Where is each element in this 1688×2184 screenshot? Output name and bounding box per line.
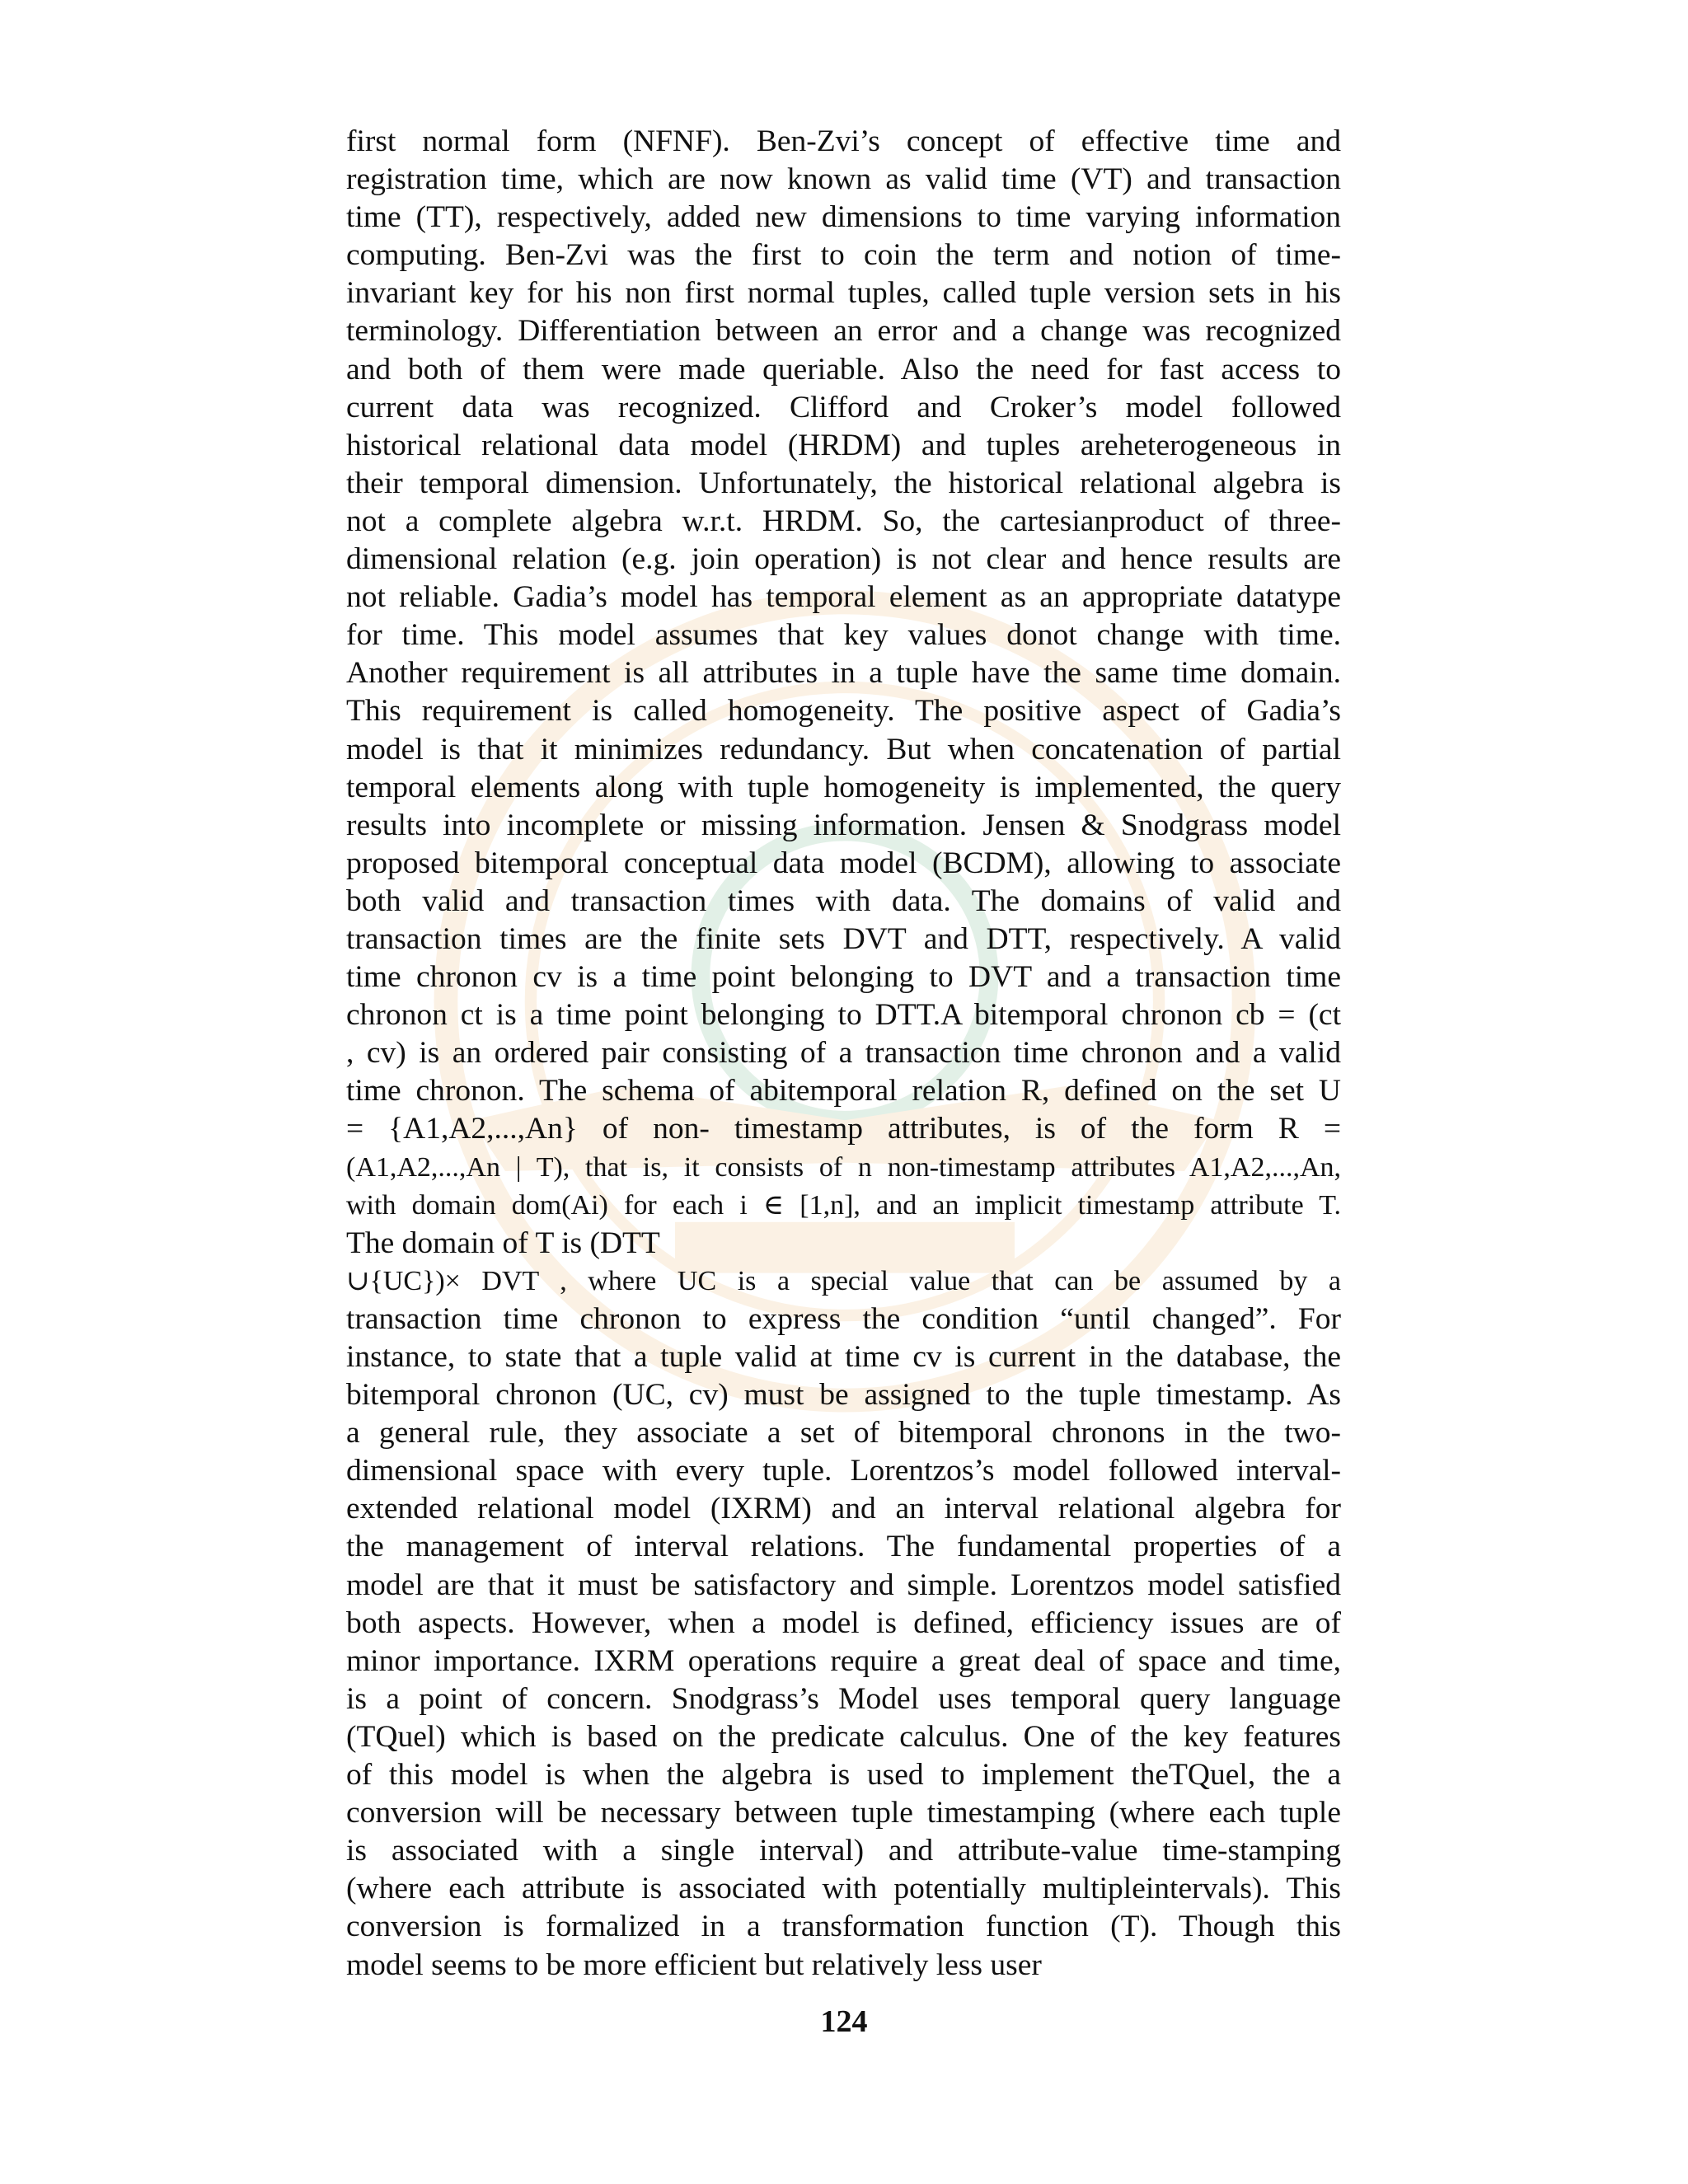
- text-line: extended relational model (IXRM) and an interval relational algebra for: [346, 1492, 1341, 1526]
- text-line: instance, to state that a tuple valid at time cv is current in the database, the: [346, 1340, 1341, 1374]
- text-line: dimensional relation (e.g. join operation) is not clear and hence results are: [346, 542, 1341, 577]
- text-line: bitemporal chronon (UC, cv) must be assigned to the tuple timestamp. As: [346, 1378, 1341, 1413]
- text-line: a general rule, they associate a set of bitemporal chronons in the two-: [346, 1416, 1341, 1451]
- text-line: chronon ct is a time point belonging to DTT.A bitemporal chronon cb = (ct: [346, 998, 1341, 1033]
- text-line: proposed bitemporal conceptual data model (BCDM), allowing to associate: [346, 846, 1341, 880]
- text-line: first normal form (NFNF). Ben-Zvi’s concept of effective time and: [346, 124, 1341, 158]
- text-line: current data was recognized. Clifford and Croker’s model followed: [346, 390, 1341, 424]
- text-line: invariant key for his non first normal tuples, called tuple version sets in his: [346, 276, 1341, 311]
- text-line: The domain of T is (DTT: [346, 1226, 660, 1260]
- text-line: dimensional space with every tuple. Lorentzos’s model followed interval-: [346, 1454, 1341, 1488]
- text-line: time (TT), respectively, added new dimensions to time varying information: [346, 200, 1341, 235]
- page-number: 124: [820, 2004, 868, 2039]
- text-line: terminology. Differentiation between an error and a change was recognized: [346, 314, 1341, 349]
- text-line: , cv) is an ordered pair consisting of a transaction time chronon and a valid: [346, 1036, 1341, 1071]
- text-line: (A1,A2,...,An | T), that is, it consists of n non-timestamp attributes A1,A2,...,An,: [346, 1151, 1341, 1183]
- text-line: transaction time chronon to express the condition “until changed”. For: [346, 1301, 1341, 1336]
- text-line: model are that it must be satisfactory and simple. Lorentzos model satisfied: [346, 1568, 1341, 1602]
- text-line: minor importance. IXRM operations require a great deal of space and time,: [346, 1643, 1341, 1678]
- text-line: Another requirement is all attributes in a tuple have the same time domain.: [346, 656, 1341, 691]
- text-line: conversion is formalized in a transformation function (T). Though this: [346, 1910, 1341, 1944]
- text-line: is a point of concern. Snodgrass’s Model uses temporal query language: [346, 1681, 1341, 1716]
- text-line: model is that it minimizes redundancy. But when concatenation of partial: [346, 732, 1341, 766]
- text-line: (where each attribute is associated with potentially multipleintervals). This: [346, 1872, 1341, 1906]
- text-line: registration time, which are now known as valid time (VT) and transaction: [346, 162, 1341, 197]
- text-line: results into incomplete or missing information. Jensen & Snodgrass model: [346, 808, 1341, 842]
- text-line: historical relational data model (HRDM) and tuples areheterogeneous in: [346, 428, 1341, 462]
- text-line: of this model is when the algebra is used to implement theTQuel, the a: [346, 1758, 1341, 1793]
- text-line: temporal elements along with tuple homogeneity is implemented, the query: [346, 770, 1341, 804]
- text-line: not a complete algebra w.r.t. HRDM. So, the cartesianproduct of three-: [346, 504, 1341, 538]
- text-line: computing. Ben-Zvi was the first to coin the term and notion of time-: [346, 238, 1341, 273]
- text-line: time chronon cv is a time point belonging to DVT and a transaction time: [346, 960, 1341, 995]
- text-line: both valid and transaction times with data. The domains of valid and: [346, 883, 1341, 918]
- text-line: time chronon. The schema of abitemporal relation R, defined on the set U: [346, 1074, 1341, 1108]
- text-line: not reliable. Gadia’s model has temporal element as an appropriate datatype: [346, 580, 1341, 615]
- text-line: with domain dom(Ai) for each i ∈ [1,n], and an implicit timestamp attribute T.: [346, 1189, 1341, 1221]
- text-line: ∪{UC})× DVT , where UC is a special value that can be assumed by a: [346, 1265, 1341, 1296]
- text-line: for time. This model assumes that key values donot change with time.: [346, 618, 1341, 653]
- text-line: and both of them were made queriable. Also the need for fast access to: [346, 352, 1341, 387]
- text-line: is associated with a single interval) and attribute-value time-stamping: [346, 1834, 1341, 1868]
- text-line: model seems to be more efficient but relatively less user: [346, 1947, 1042, 1982]
- text-line: (TQuel) which is based on the predicate calculus. One of the key features: [346, 1719, 1341, 1754]
- text-line: conversion will be necessary between tuple timestamping (where each tuple: [346, 1796, 1341, 1830]
- text-line: the management of interval relations. The fundamental properties of a: [346, 1530, 1341, 1564]
- text-line: both aspects. However, when a model is defined, efficiency issues are of: [346, 1605, 1341, 1640]
- text-line: their temporal dimension. Unfortunately, the historical relational algebra is: [346, 466, 1341, 500]
- text-line: This requirement is called homogeneity. The positive aspect of Gadia’s: [346, 694, 1341, 729]
- text-line: = {A1,A2,...,An} of non- timestamp attributes, is of the form R =: [346, 1112, 1341, 1146]
- text-line: transaction times are the finite sets DVT and DTT, respectively. A valid: [346, 921, 1341, 956]
- body-text: [346, 123, 1341, 1985]
